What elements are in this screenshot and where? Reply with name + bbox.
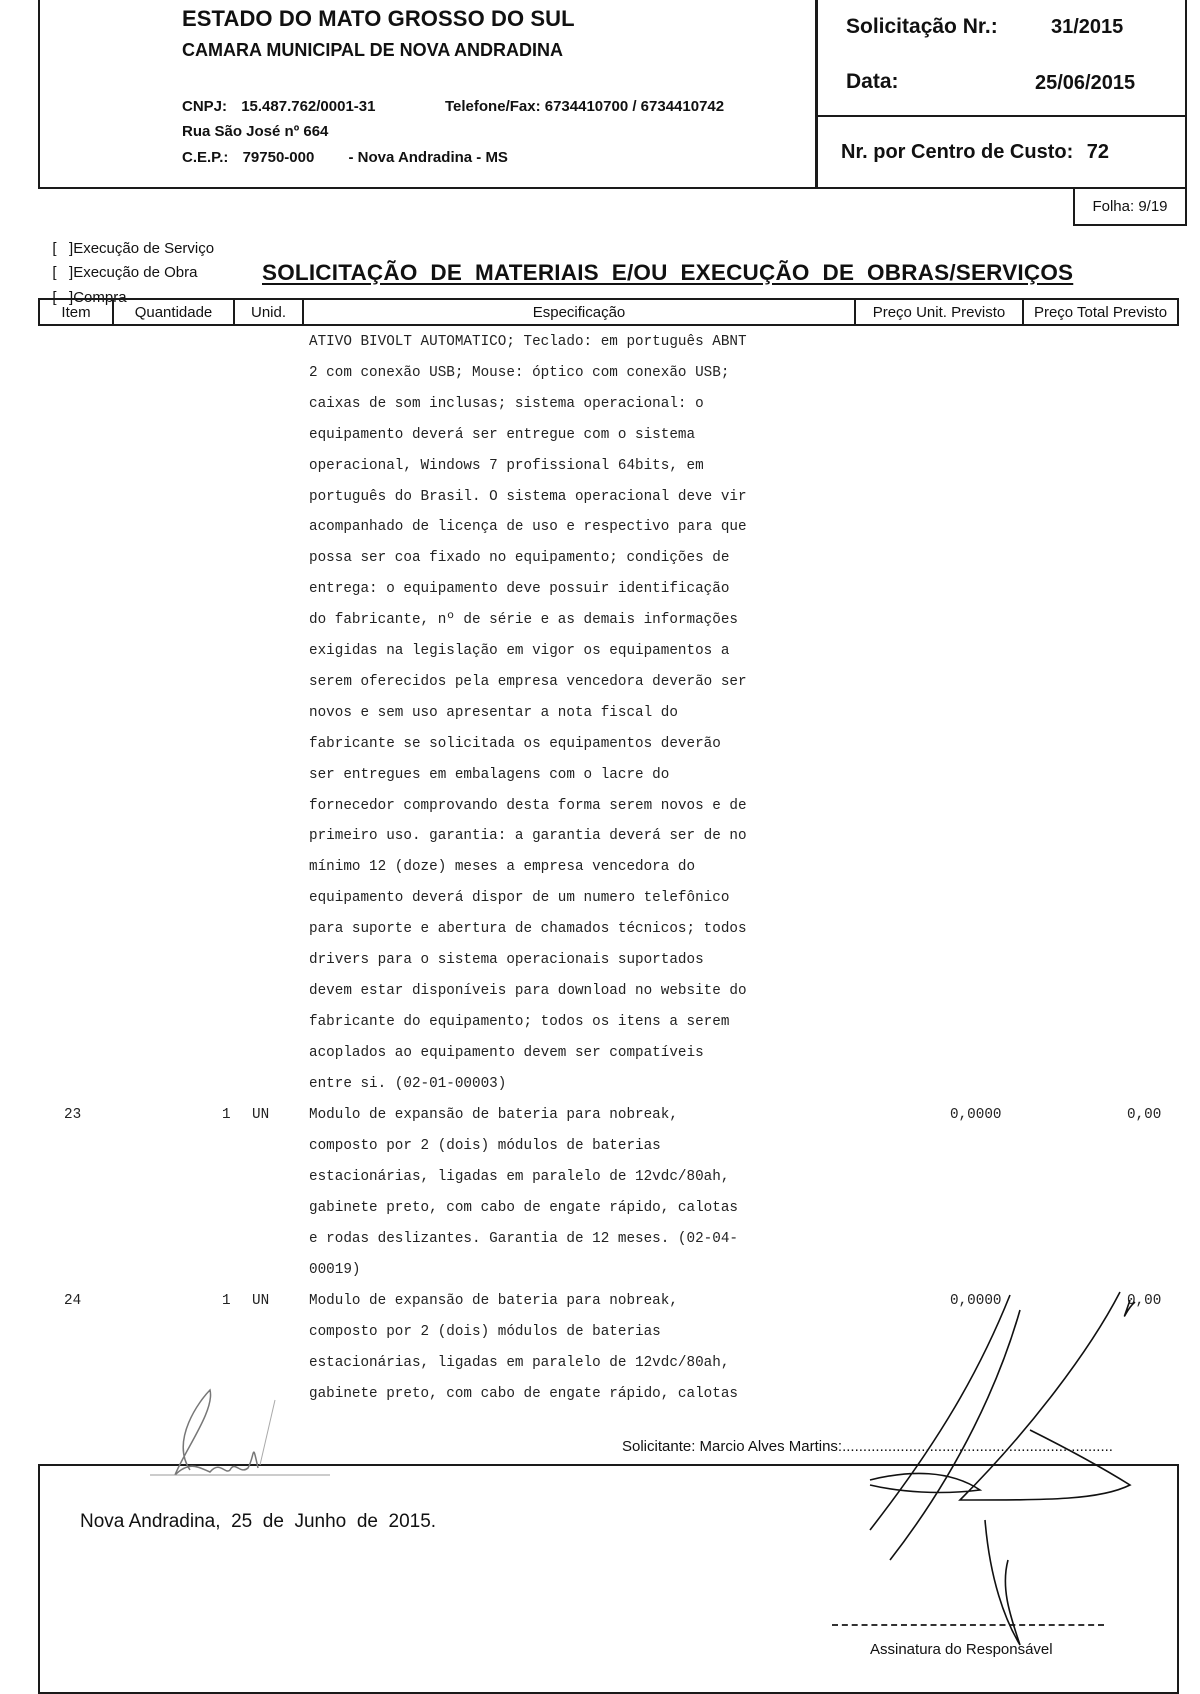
col-quantity: Quantidade <box>113 299 234 325</box>
sheet-box <box>1073 187 1187 226</box>
spec-line: português do Brasil. O sistema operacional deve vir <box>309 488 747 505</box>
spec-line: Modulo de expansão de bateria para nobreak, <box>309 1107 678 1123</box>
spec-line: primeiro uso. garantia: a garantia deverá ser de no <box>309 828 747 845</box>
spec-line: Modulo de expansão de bateria para nobreak, <box>309 1293 678 1309</box>
year: 2015. <box>388 1511 437 1532</box>
col-item: Item <box>39 299 113 325</box>
request-number-label: Solicitação Nr.: <box>846 15 998 38</box>
spec-line: estacionárias, ligadas em paralelo de 12vdc/80ah, <box>309 1355 730 1371</box>
spec-line: fabricante do equipamento; todos os itens a serem <box>309 1013 730 1030</box>
spec-line: devem estar disponíveis para download no website do <box>309 982 747 999</box>
spec-line: fabricante se solicitada os equipamentos deverão <box>309 735 721 752</box>
spec-line: operacional, Windows 7 profissional 64bits, em <box>309 457 704 474</box>
option-purchase-label: Compra <box>73 289 127 306</box>
spec-line: caixas de som inclusas; sistema operacional: o <box>309 395 704 412</box>
spec-line: acompanhado de licença de uso e respectivo para que <box>309 519 747 536</box>
spec-line: possa ser coa fixado no equipamento; condições de <box>309 550 730 567</box>
spec-line: estacionárias, ligadas em paralelo de 12vdc/80ah, <box>309 1169 730 1185</box>
cost-center-line <box>841 141 1109 164</box>
spec-line: mínimo 12 (doze) meses a empresa vencedora do <box>309 859 696 876</box>
checkbox-construction[interactable]: [ ] <box>52 264 74 281</box>
cost-center-label: Nr. por Centro de Custo: <box>841 141 1074 163</box>
connector: de <box>356 1511 378 1532</box>
row-total-price: 0,00 <box>1127 1293 1162 1309</box>
spec-line: composto por 2 (dois) módulos de baterias <box>309 1324 661 1340</box>
request-number-value: 31/2015 <box>1051 16 1124 38</box>
spec-line: gabinete preto, com cabo de engate rápido, calotas <box>309 1386 738 1402</box>
spec-line: e rodas deslizantes. Garantia de 12 meses. (02-04- <box>309 1231 738 1247</box>
items-table-header <box>38 298 1179 326</box>
phone-line <box>445 98 724 115</box>
spec-line: ATIVO BIVOLT AUTOMATICO; Teclado: em português ABNT <box>309 334 747 350</box>
place: Nova Andradina, <box>80 1511 221 1532</box>
date-value: 25/06/2015 <box>1035 72 1136 94</box>
document-title: SOLICITAÇÃO DE MATERIAIS E/OU EXECUÇÃO DE OBRAS/SERVIÇOS <box>262 260 1074 285</box>
checkbox-service[interactable]: [ ] <box>52 240 74 257</box>
row-item: 24 <box>64 1293 82 1309</box>
signature-line <box>832 1624 1104 1626</box>
spec-line: entre si. (02-01-00003) <box>309 1075 507 1092</box>
spec-line: serem oferecidos pela empresa vencedora deverão ser <box>309 673 747 690</box>
checkbox-purchase[interactable]: [ ] <box>52 289 74 306</box>
spec-line: fornecedor comprovando desta forma serem novos e de <box>309 797 747 814</box>
spec-line: exigidas na legislação em vigor os equipamentos a <box>309 643 730 659</box>
signature-caption: Assinatura do Responsável <box>870 1641 1053 1658</box>
col-total-price: Preço Total Previsto <box>1023 299 1178 325</box>
col-unit-price: Preço Unit. Previsto <box>855 299 1023 325</box>
row-quantity: 1 <box>222 1107 231 1123</box>
sheet-label: Folha: <box>1092 198 1135 215</box>
spec-line: acoplados ao equipamento devem ser compatíveis <box>309 1044 704 1061</box>
cnpj-line <box>182 98 375 115</box>
sheet-value: 9/19 <box>1138 198 1168 215</box>
spec-line: entrega: o equipamento deve possuir identificação <box>309 581 730 598</box>
requester-label: Solicitante: Marcio Alves Martins: <box>622 1438 843 1455</box>
month: Junho <box>294 1511 347 1532</box>
row-unit: UN <box>252 1107 270 1123</box>
cep-label: C.E.P.: <box>182 149 229 166</box>
phone-value: 6734410700 / 6734410742 <box>544 98 725 115</box>
spec-line: 00019) <box>309 1262 361 1278</box>
place-date <box>80 1511 436 1533</box>
col-specification: Especificação <box>303 299 855 325</box>
cnpj-value: 15.487.762/0001-31 <box>241 98 376 115</box>
spec-line: para suporte e abertura de chamados técnicos; todos <box>309 921 747 938</box>
row-total-price: 0,00 <box>1127 1107 1162 1123</box>
cep-line <box>182 149 508 166</box>
spec-line: equipamento deverá dispor de um numero telefônico <box>309 890 730 907</box>
requester-signature-dots: ................................................................. <box>842 1438 1113 1455</box>
date-label: Data: <box>846 70 899 93</box>
row-unit-price: 0,0000 <box>950 1293 1002 1309</box>
option-construction-label: Execução de Obra <box>73 264 198 281</box>
row-item: 23 <box>64 1107 82 1123</box>
cnpj-label: CNPJ: <box>182 98 228 115</box>
row-unit-price: 0,0000 <box>950 1107 1002 1123</box>
spec-line: composto por 2 (dois) módulos de baterias <box>309 1138 661 1154</box>
requester-line <box>622 1438 1113 1455</box>
row-unit: UN <box>252 1293 270 1309</box>
cost-center-value: 72 <box>1086 141 1110 163</box>
day: 25 <box>231 1511 253 1532</box>
request-info-divider <box>817 115 1185 117</box>
option-service-label: Execução de Serviço <box>73 240 215 257</box>
row-quantity: 1 <box>222 1293 231 1309</box>
address: Rua São José nº 664 <box>182 123 329 140</box>
state-name: ESTADO DO MATO GROSSO DO SUL <box>182 6 575 31</box>
col-unit: Unid. <box>234 299 303 325</box>
spec-line: drivers para o sistema operacionais suportados <box>309 952 704 968</box>
city: - Nova Andradina - MS <box>348 149 508 166</box>
connector: de <box>262 1511 284 1532</box>
phone-label: Telefone/Fax: <box>445 98 541 115</box>
spec-line: gabinete preto, com cabo de engate rápido, calotas <box>309 1200 738 1216</box>
spec-line: ser entregues em embalagens com o lacre do <box>309 766 670 783</box>
spec-line: 2 com conexão USB; Mouse: óptico com conexão USB; <box>309 364 730 381</box>
spec-line: equipamento deverá ser entregue com o sistema <box>309 426 696 443</box>
footer-box <box>38 1464 1179 1694</box>
chamber-name: CAMARA MUNICIPAL DE NOVA ANDRADINA <box>182 40 563 60</box>
spec-line: do fabricante, nº de série e as demais informações <box>309 612 738 629</box>
cep-value: 79750-000 <box>242 149 315 166</box>
spec-line: novos e sem uso apresentar a nota fiscal do <box>309 704 678 721</box>
